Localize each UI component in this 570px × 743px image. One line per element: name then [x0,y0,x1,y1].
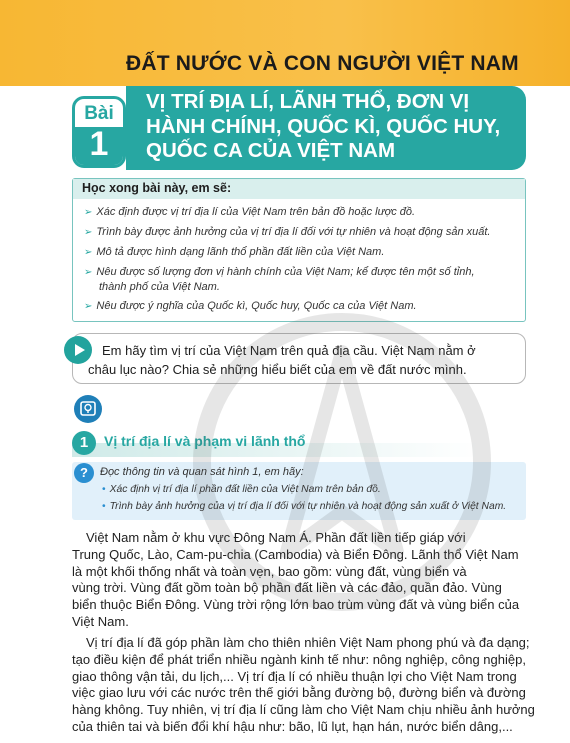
badge-number: 1 [89,125,109,163]
paragraph-line: Trung Quốc, Lào, Cam-pu-chia (Cambodia) và Biển Đông. Lãnh thổ Việt Nam [72,546,519,562]
paragraph-line: vùng trời. Vùng đất gồm toàn bộ phần đất liền và các đảo, quần đảo. Vùng [72,580,502,596]
objective-item: ➢ Xác định được vị trí địa lí của Việt Nam trên bản đồ hoặc lược đồ. [84,206,416,218]
starter-line: châu lục nào? Chia sẻ những hiểu biết của em về đất nước mình. [88,362,467,377]
paragraph-line: là một khối thống nhất và toàn vẹn, bao gồm: vùng đất, vùng biển và [72,563,467,579]
paragraph-line: việc giao lưu với các nước trên thế giới bằng đường bộ, đường biển và đường [72,685,526,701]
paragraph-line: của thiên tai và biến đổi khí hậu như: bão, lũ lụt, hạn hán, nước biển dâng,... [72,718,513,734]
lesson-title-line: VỊ TRÍ ĐỊA LÍ, LÃNH THỔ, ĐƠN VỊ [146,90,470,113]
lesson-title-line: QUỐC CA CỦA VIỆT NAM [146,139,396,162]
paragraph-line: biển thuộc Biển Đông. Vùng trời rộng lớn bao trùm vùng đất và vùng biển của [72,597,520,613]
unit-title: ĐẤT NƯỚC VÀ CON NGƯỜI VIỆT NAM [126,52,519,75]
paragraph-line: giao thông vận tải, du lịch,... Vị trí địa lí có nhiều thuận lợi cho Việt Nam trong [72,668,517,684]
section-title: Vị trí địa lí và phạm vi lãnh thổ [104,433,306,449]
bullet-icon: • [102,484,106,495]
arrow-icon: ➢ [84,247,93,258]
badge-word: Bài [84,103,114,124]
arrow-icon: ➢ [84,227,93,238]
lesson-title [146,90,526,164]
question-item: • Trình bày ảnh hưởng của vị trí địa lí đối với tự nhiên và hoạt động sản xuất ở Việt Nam. [102,501,507,512]
body-paragraph [72,530,528,631]
lightbulb-icon [74,395,102,423]
body-paragraph [72,635,535,736]
bullet-icon: • [102,501,106,512]
objective-item: ➢ Nêu được ý nghĩa của Quốc kì, Quốc huy, Quốc ca của Việt Nam. [84,300,417,312]
section-number: 1 [72,431,96,455]
objective-item: ➢ Mô tả được hình dạng lãnh thổ phần đất liền của Việt Nam. [84,246,385,258]
arrow-icon: ➢ [84,207,93,218]
paragraph-line: Vị trí địa lí đã góp phần làm cho thiên nhiên Việt Nam phong phú và đa dạng; [86,635,530,650]
question-icon: ? [74,463,94,483]
question-item: • Xác định vị trí địa lí phần đất liền của Việt Nam trên bản đồ. [102,484,381,495]
starter-line: Em hãy tìm vị trí của Việt Nam trên quả địa cầu. Việt Nam nằm ở [102,343,476,358]
question-lead: Đọc thông tin và quan sát hình 1, em hãy: [100,466,304,478]
paragraph-line: Việt Nam nằm ở khu vực Đông Nam Á. Phần đất liền tiếp giáp với [86,530,466,545]
objective-item: ➢ Nêu được số lượng đơn vị hành chính của Việt Nam; kể được tên một số tỉnh, [84,266,475,278]
arrow-icon: ➢ [84,301,93,312]
lesson-title-line: HÀNH CHÍNH, QUỐC KÌ, QUỐC HUY, [146,114,501,138]
objectives-heading: Học xong bài này, em sẽ: [82,181,232,195]
paragraph-line: Việt Nam. [72,613,129,629]
objective-item-continued: thành phố của Việt Nam. [99,281,220,293]
lesson-badge [72,96,126,168]
starter-text [88,341,522,379]
paragraph-line: tạo điều kiện để phát triển nhiều ngành kinh tế như: nông nghiệp, công nghiệp, [72,651,526,667]
paragraph-line: hàng không. Tuy nhiên, vị trí địa lí cũng làm cho Việt Nam chịu nhiều ảnh hưởng [72,702,535,718]
objective-item: ➢ Trình bày được ảnh hưởng của vị trí địa lí đối với tự nhiên và hoạt động sản xuất. [84,226,491,238]
arrow-icon: ➢ [84,267,93,278]
